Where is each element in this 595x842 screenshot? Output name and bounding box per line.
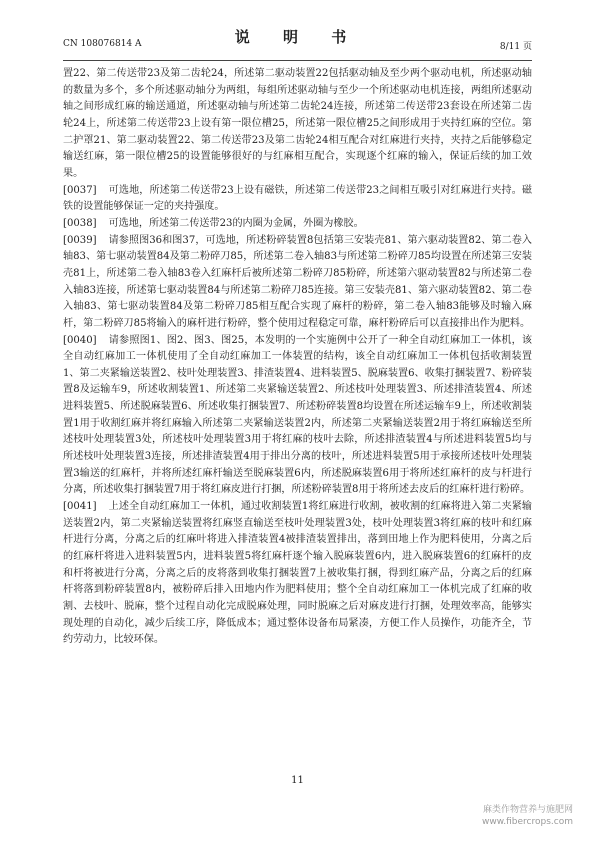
page-header — [63, 22, 532, 56]
paragraph-0040 — [63, 333, 532, 500]
paragraph-text: 请参照图36和图37，可选地，所述粉碎装置8包括第三安装壳81、第六驱动装置82、第二卷入轴83、第七驱动装置84及第二粉碎刀85，所述第二卷入轴83与所述第二粉碎刀85均设置在所述第三安装壳81上，所述第二卷入轴83卷入红麻杆后被所述第二粉碎刀85粉碎，所述第六驱动装置82与所述第二卷入轴83连接，所述第七驱动装置84与所述第二粉碎刀85连接。第三安装壳81、第六驱动装置82、第二卷入轴83、第七驱动装置84及第二粉碎刀85相互配合实现了麻杆的粉碎，第二卷入轴83能够及时输入麻杆，第二粉碎刀85将输入的麻杆进行粉碎，整个使用过程稳定可靠，麻杆粉碎后可以直接排出作为肥料。 — [63, 234, 532, 329]
paragraph-text: 置22、第二传送带23及第二齿轮24，所述第二驱动装置22包括驱动轴及至少两个驱动电机，所述驱动轴的数量为多个，多个所述驱动轴分为两组，每组所述驱动轴与至少一个所述驱动电机连接，两组所述驱动轴之间形成红麻的输送通道，所述驱动轴与所述第二齿轮24连接，所述第二传送带23套设在所述第二齿轮24上，所述第二传送带23上设有第一限位槽25，所述第一限位槽25之间形成用于夹持红麻的空位。第二护罩21、第二驱动装置22、第二传送带23及第二齿轮24相互配合对红麻进行夹持，夹持之后能够稳定输送红麻，第一限位槽25的设置能够很好的与红麻相互配合，实现逐个红麻的输入，保证后续的加工效果。 — [63, 68, 532, 179]
watermark — [482, 804, 573, 828]
paragraph-text: 上述全自动红麻加工一体机，通过收割装置1将红麻进行收割，被收割的红麻将进入第二夹紧输送装置2内，第二夹紧输送装置将红麻竖直输送至枝叶处理装置3处，枝叶处理装置3将红麻的枝叶和红麻杆进行分离，分离之后的红麻叶将进入排渣装置4被排渣装置排出，落到田地上作为肥料使用，分离之后的红麻杆将进入进料装置5内，进料装置5将红麻杆逐个输入脱麻装置6内，进入脱麻装置6的红麻杆的皮和杆将被进行分离，分离之后的皮将落到收集打捆装置7上被收集打捆，得到红麻产品，分离之后的红麻杆将落到粉碎装置8内，被粉碎后排入田地内作为肥料使用；整个全自动红麻加工一体机完成了红麻的收割、去枝叶、脱麻，整个过程自动化完成脱麻处理，同时脱麻之后对麻皮进行打捆，处理效率高，能够实现处理的自动化，减少后续工序，降低成本；通过整体设备布局紧凑，方便工作人员操作，功能齐全，节约劳动力，比较环保。 — [63, 501, 532, 646]
paragraph-continued — [63, 66, 532, 183]
document-title: 说 明 书 — [234, 28, 361, 46]
watermark-title: 麻类作物营养与施肥网 — [482, 805, 573, 815]
paragraph-text: 可选地，所述第二传送带23的内圈为金属，外圈为橡胶。 — [108, 217, 364, 229]
patent-number: CN 108076814 A — [63, 39, 142, 49]
paragraph-number: [0038] — [63, 217, 97, 229]
paragraph-0041 — [63, 499, 532, 649]
page-number: 11 — [291, 775, 304, 786]
paragraph-0039 — [63, 233, 532, 333]
document-body — [63, 66, 532, 649]
paragraph-number: [0040] — [63, 334, 97, 346]
paragraph-number: [0039] — [63, 234, 97, 246]
paragraph-0037 — [63, 183, 532, 216]
watermark-url: www.fibercrops.com — [482, 817, 573, 827]
page-indicator: 8/11 页 — [499, 42, 532, 52]
paragraph-text: 可选地，所述第二传送带23上设有磁铁，所述第二传送带23之间相互吸引对红麻进行夹持。磁铁的设置能够保证一定的夹持强度。 — [63, 184, 532, 213]
paragraph-text: 请参照图1、图2、图3、图25，本发明的一个实施例中公开了一种全自动红麻加工一体机，该全自动红麻加工一体机使用了全自动红麻加工一体装置的结构，该全自动红麻加工一体机包括收割装置1、第二夹紧输送装置2、枝叶处理装置3、排渣装置4、进料装置5、脱麻装置6、收集打捆装置7、粉碎装置8及运输车9，所述收割装置1、所述第二夹紧输送装置2、所述枝叶处理装置3、所述排渣装置4、所述进料装置5、所述脱麻装置6、所述收集打捆装置7、所述粉碎装置8均设置在所述运输车9上，所述收割装置1用于收割红麻并将红麻输入所述第二夹紧输送装置2内，所述第二夹紧输送装置2用于将红麻输送至所述枝叶处理装置3处，所述枝叶处理装置3用于将红麻的枝叶去除，所述排渣装置4与所述进料装置5均与所述枝叶处理装置3连接，所述排渣装置4用于排出分离的枝叶，所述进料装置5用于承接所述枝叶处理装置3输送的红麻杆，并将所述红麻杆输送至脱麻装置6内，所述脱麻装置6用于将所述红麻杆的皮与杆进行分离，所述收集打捆装置7用于将红麻皮进行打捆，所述粉碎装置8用于将所述去皮后的红麻杆进行粉碎。 — [63, 334, 532, 496]
paragraph-number: [0037] — [63, 184, 97, 196]
paragraph-0038 — [63, 216, 532, 233]
header-divider — [63, 60, 532, 61]
page-footer — [0, 775, 595, 786]
paragraph-number: [0041] — [63, 501, 97, 513]
